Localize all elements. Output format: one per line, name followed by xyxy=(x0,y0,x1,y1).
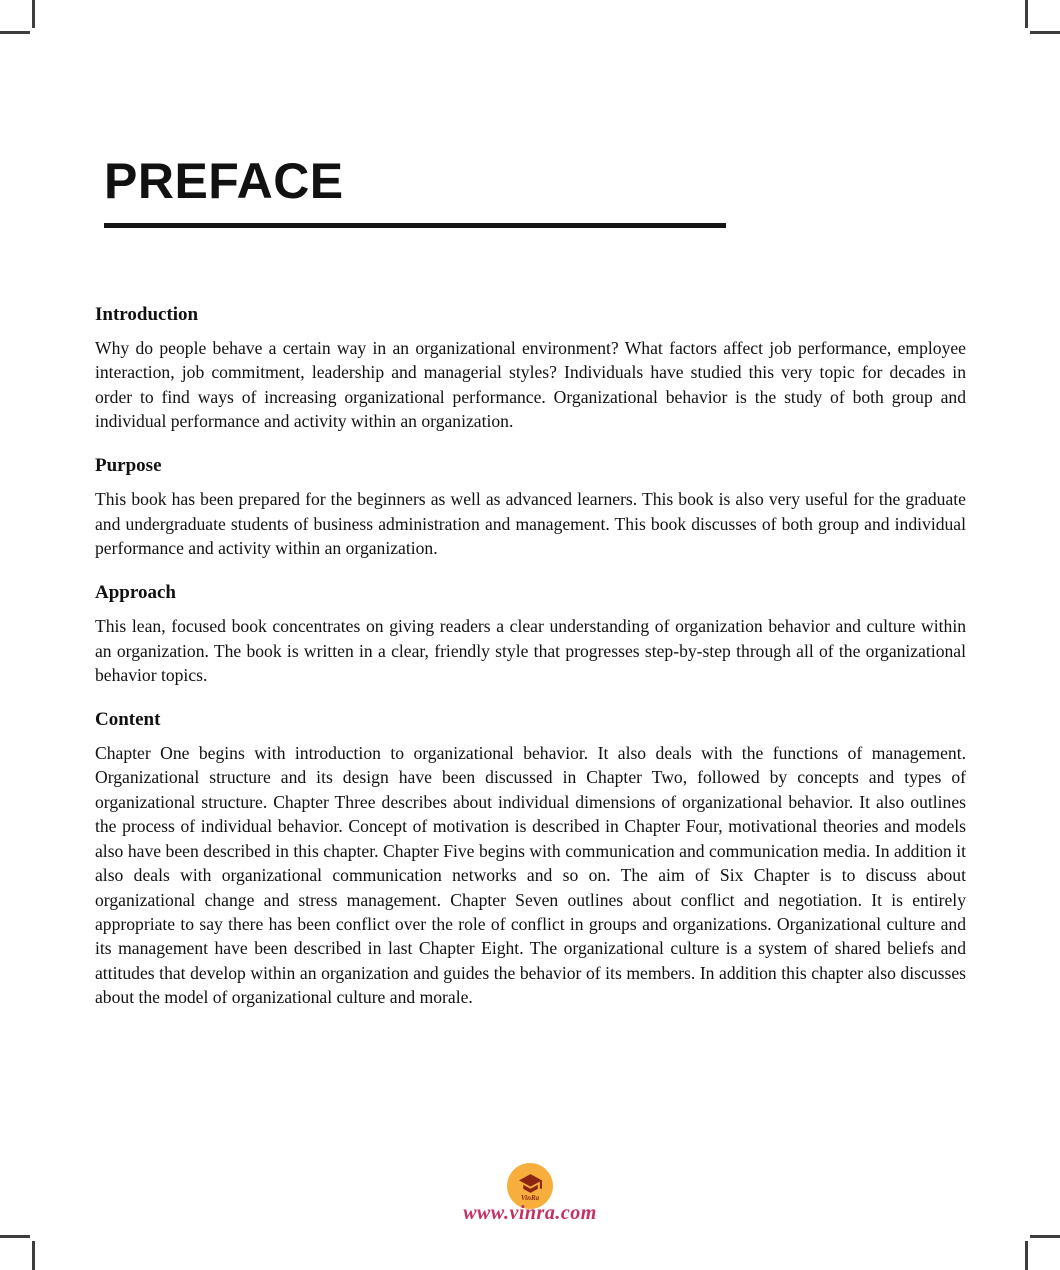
graduation-cap-icon xyxy=(518,1171,543,1196)
crop-mark-bottom-left-vertical xyxy=(32,1241,35,1270)
crop-mark-bottom-right-horizontal xyxy=(1030,1235,1060,1238)
section-body-purpose: This book has been prepared for the beginners as well as advanced learners. This book is also very useful for the graduate and undergraduate students of business administration and management. This book discusses of both group and individual performance and activity within an organization. xyxy=(95,489,966,558)
title-underline xyxy=(104,223,726,228)
section-approach xyxy=(95,581,966,687)
section-heading-introduction: Introduction xyxy=(95,304,199,325)
crop-mark-bottom-left-horizontal xyxy=(0,1235,30,1238)
section-heading-purpose: Purpose xyxy=(95,455,162,477)
publisher-website-link[interactable]: www.vinra.com xyxy=(463,1202,597,1224)
preface-content xyxy=(95,303,966,1010)
section-body-approach: This lean, focused book concentrates on giving readers a clear understanding of organization behavior and culture within an organization. The book is written in a clear, friendly style that progresses step-by-step through all of the organizational behavior topics. xyxy=(95,616,966,685)
page-title: PREFACE xyxy=(104,153,344,209)
crop-mark-bottom-right-vertical xyxy=(1025,1241,1028,1270)
logo-wordmark: VinRa xyxy=(520,1193,540,1202)
crop-mark-top-right-horizontal xyxy=(1030,31,1060,34)
section-heading-approach: Approach xyxy=(95,582,176,604)
crop-mark-top-right-vertical xyxy=(1025,0,1028,28)
section-heading-content: Content xyxy=(95,709,161,731)
crop-mark-top-left-horizontal xyxy=(0,31,30,34)
section-body-introduction: Why do people behave a certain way in an organizational environment? What factors affect job performance, employee interaction, job commitment, leadership and managerial styles? Individuals have studied this very topic for decades in order to find ways of increasing organizational performance. Organizational behavior is the study of both group and individual performance and activity within an organization. xyxy=(95,337,966,431)
section-purpose xyxy=(95,454,966,560)
crop-mark-top-left-vertical xyxy=(32,0,35,28)
section-content xyxy=(95,708,966,1009)
section-body-content: Chapter One begins with introduction to organizational behavior. It also deals with the functions of management. Organizational structure and its design have been discussed in Chapter Two, followed by concepts and types of organizational structure. Chapter Three describes about individual dimensions of organizational behavior. It also outlines the process of individual behavior. Concept of motivation is described in Chapter Four, motivational theories and models also have been described in this chapter. Chapter Five begins with communication and communication media. In addition it also deals with organizational communication networks and so on. The aim of Six Chapter is to discuss about organizational change and stress management. Chapter Seven outlines about conflict and negotiation. It is entirely appropriate to say there has been conflict over the role of conflict in groups and organizations. Organizational culture and its management have been described in last Chapter Eight. The organizational culture is a system of shared beliefs and attitudes that develop within an organization and guides the behavior of its members. In addition this chapter also discusses about the model of organizational culture and morale. xyxy=(95,743,966,1008)
section-introduction xyxy=(95,303,966,433)
